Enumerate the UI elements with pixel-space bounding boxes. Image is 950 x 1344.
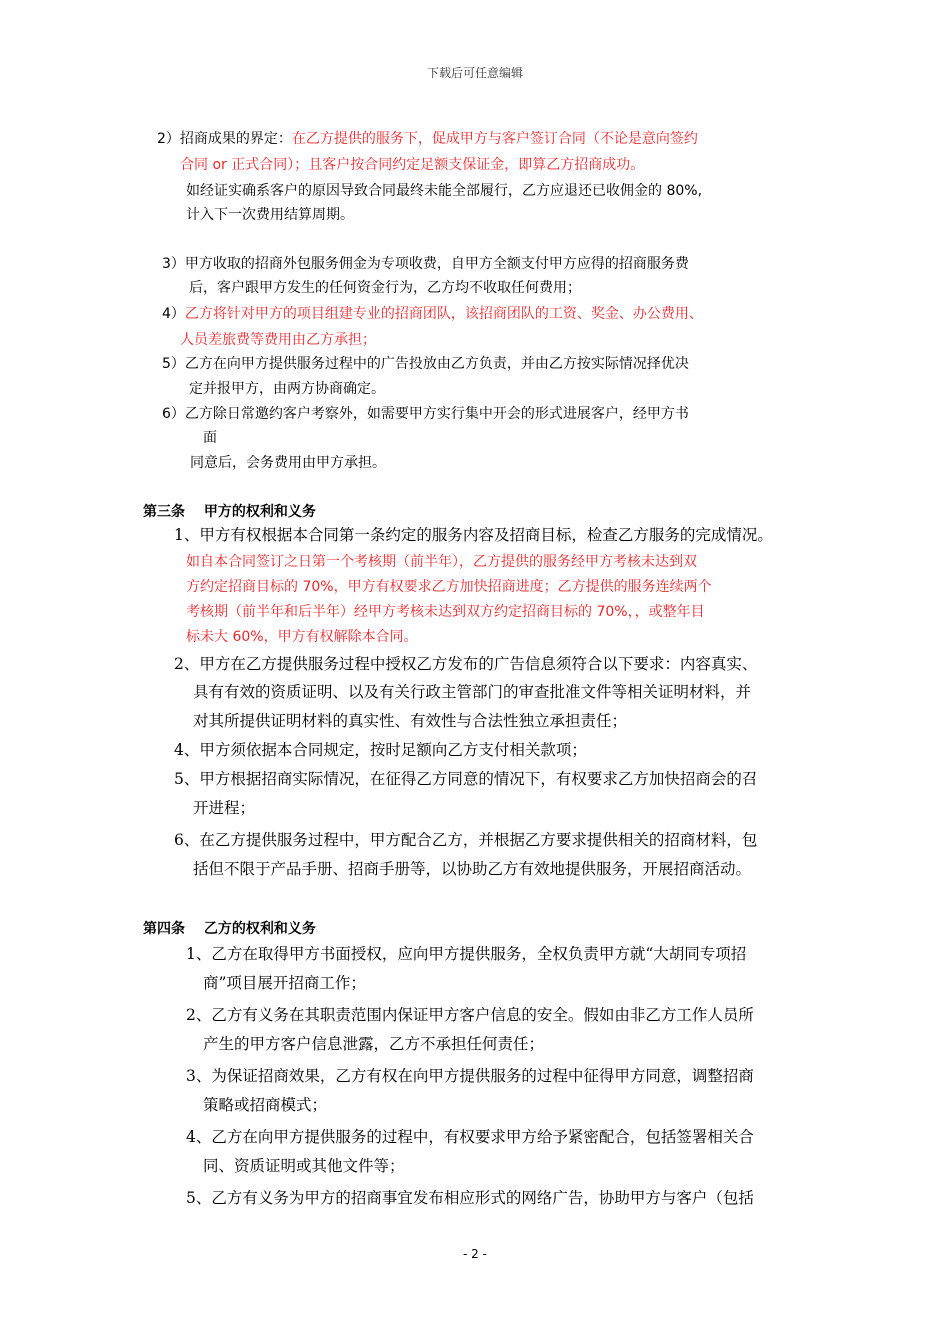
article-3-line: 6、在乙方提供服务过程中，甲方配合乙方，并根据乙方要求提供相关的招商材料，包 [174, 831, 758, 849]
red-text: 在乙方提供的服务下，促成甲方与客户签订合同（不论是意向签约 [291, 131, 698, 147]
page-header: 下载后可任意编辑 [426, 66, 523, 80]
article-3-line: 2、甲方在乙方提供服务过程中授权乙方发布的广告信息须符合以下要求：内容真实、 [174, 655, 758, 673]
article-4-line: 5、乙方有义务为甲方的招商事宜发布相应形式的网络广告，协助甲方与客户（包括 [186, 1189, 754, 1207]
article-3-line: 方约定招商目标的 70%，甲方有权要求乙方加快招商进度；乙方提供的服务连续两个 [186, 579, 712, 595]
article-4-line: 1、乙方在取得甲方书面授权，应向甲方提供服务，全权负责甲方就“大胡同专项招 [186, 945, 747, 963]
article-3-line: 对其所提供证明材料的真实性、有效性与合法性独立承担责任； [193, 712, 628, 730]
article-3-line: 1、甲方有权根据本合同第一条约定的服务内容及招商目标，检查乙方服务的完成情况。 [174, 526, 773, 544]
article-4-line: 同、资质证明或其他文件等； [203, 1157, 405, 1175]
clause-4-line-1 [162, 303, 703, 323]
clause-2-line-3: 如经证实确系客户的原因导致合同最终未能全部履行，乙方应退还已收佣金的 80%, [186, 183, 703, 199]
article-4-line: 4、乙方在向甲方提供服务的过程中，有权要求甲方给予紧密配合，包括签署相关合 [186, 1128, 754, 1146]
article-3-line: 具有有效的资质证明、以及有关行政主管部门的审查批准文件等相关证明材料，并 [193, 683, 752, 701]
article-4-line: 2、乙方有义务在其职责范围内保证甲方客户信息的安全。假如由非乙方工作人员所 [186, 1006, 754, 1024]
clause-2-line-1 [157, 128, 698, 148]
clause-2-line-2: 合同 or 正式合同）；且客户按合同约定足额支保证金，即算乙方招商成功。 [180, 157, 645, 173]
article-3-line: 标未大 60%，甲方有权解除本合同。 [186, 629, 418, 645]
clause-4-line-2: 人员差旅费等费用由乙方承担； [180, 332, 376, 348]
clause-prefix: 4） [162, 306, 185, 322]
article-3-line: 括但不限于产品手册、招商手册等，以协助乙方有效地提供服务，开展招商活动。 [193, 860, 752, 878]
page-number: - 2 - [463, 1247, 487, 1261]
article-3-line: 如自本合同签订之日第一个考核期（前半年），乙方提供的服务经甲方考核未达到双 [186, 554, 697, 570]
clause-2-line-4: 计入下一次费用结算周期。 [186, 207, 354, 223]
clause-prefix: 2）招商成果的界定： [157, 131, 292, 147]
article-4-line: 商”项目展开招商工作； [203, 974, 366, 992]
article-4-line: 策略或招商模式； [203, 1096, 328, 1114]
clause-6-line-2: 面 [203, 430, 217, 446]
article-3-line: 开进程； [193, 799, 256, 817]
article-3-heading: 第三条 甲方的权利和义务 [143, 504, 316, 520]
article-4-line: 3、为保证招商效果，乙方有权在向甲方提供服务的过程中征得甲方同意，调整招商 [186, 1067, 754, 1085]
clause-6-line-3: 同意后，会务费用由甲方承担。 [190, 455, 386, 471]
article-3-line: 考核期（前半年和后半年）经甲方考核未达到双方约定招商目标的 70%，，或整年目 [186, 604, 705, 620]
article-4-heading: 第四条 乙方的权利和义务 [143, 921, 316, 937]
clause-5-line-2: 定并报甲方，由两方协商确定。 [189, 381, 385, 397]
clause-3-line-1: 3）甲方收取的招商外包服务佣金为专项收费，自甲方全额支付甲方应得的招商服务费 [162, 256, 689, 272]
clause-5-line-1: 5）乙方在向甲方提供服务过程中的广告投放由乙方负责，并由乙方按实际情况择优决 [162, 356, 689, 372]
article-4-line: 产生的甲方客户信息泄露，乙方不承担任何责任； [203, 1035, 545, 1053]
red-text: 乙方将针对甲方的项目组建专业的招商团队，该招商团队的工资、奖金、办公费用、 [184, 306, 703, 322]
article-3-line: 5、甲方根据招商实际情况，在征得乙方同意的情况下，有权要求乙方加快招商会的召 [174, 770, 758, 788]
clause-6-line-1: 6）乙方除日常邀约客户考察外，如需要甲方实行集中开会的形式进展客户，经甲方书 [162, 406, 689, 422]
article-3-line: 4、甲方须依据本合同规定，按时足额向乙方支付相关款项； [174, 741, 587, 759]
clause-3-line-2: 后，客户跟甲方发生的任何资金行为，乙方均不收取任何费用； [189, 280, 581, 296]
